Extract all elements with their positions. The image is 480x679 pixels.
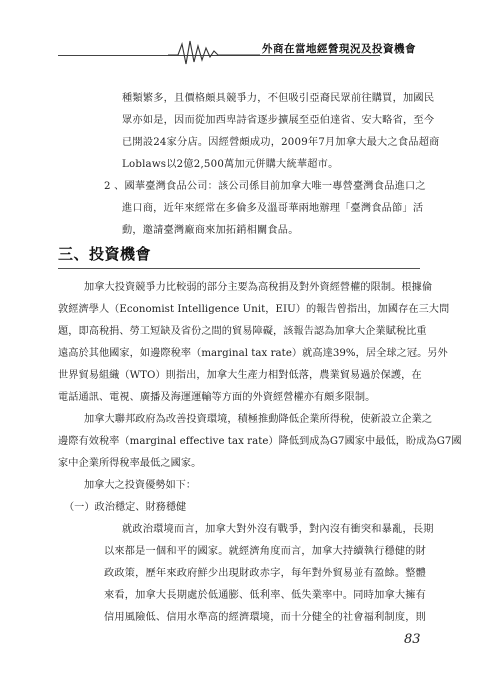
header-wave-ornament <box>168 38 260 66</box>
text-line: 2 、國華臺灣食品公司：該公司係目前加拿大唯一專營臺灣食品進口之 <box>104 181 426 192</box>
text-line: 加拿大聯邦政府為改善投資環境，積極推動降低企業所得稅，使新設立企業之 <box>84 414 433 425</box>
text-line: （一）政治穩定、財務穩健 <box>64 502 187 513</box>
text-line: 已開設24家分店。因經營頗成功，2009年7月加拿大最大之食品超商 <box>122 137 440 148</box>
paragraph-advantages-intro <box>84 475 196 497</box>
text-line: 來看，加拿大長期處於低通膨、低利率、低失業率中。同時加拿大擁有 <box>104 590 427 601</box>
text-line: 電話通訊、電視、廣播及海運運輸等方面的外資經營權亦有頗多限制。 <box>58 392 376 403</box>
text-line: 邊際有效稅率（marginal effective tax rate）降低到成為G7國家中最低，盼成為G7國 <box>58 436 462 447</box>
section-heading: 三、投資機會 <box>58 245 152 263</box>
text-line: 信用風險低、信用水準高的經濟環境，而十分健全的社會福利制度，則 <box>104 612 427 623</box>
paragraph-continuation <box>122 88 440 176</box>
text-line: 政政策，歷年來政府鮮少出現財政赤字，每年對外貿易並有盈餘。整體 <box>104 568 427 579</box>
paragraph-tax-reform <box>58 409 462 475</box>
header-title: 外商在當地經營現況及投資機會 <box>262 43 416 55</box>
text-line: 動，邀請臺灣廠商來加拓銷相關食品。 <box>122 225 299 236</box>
page-number: 83 <box>404 632 421 647</box>
subheading-political-stability <box>64 497 186 519</box>
text-line: 以來都是一個和平的國家。就經濟角度而言，加拿大持續執行穩健的財 <box>104 546 427 557</box>
text-line: 遠高於其他國家，如邊際稅率（marginal tax rate）就高達39%，居全球之冠。另外 <box>58 348 448 359</box>
section-rule <box>58 268 420 269</box>
text-line: 加拿大之投資優勢如下： <box>84 480 197 491</box>
text-line: Loblaws以2億2,500萬加元併購大統華超市。 <box>122 159 339 170</box>
paragraph-investment-competitiveness <box>58 277 449 409</box>
text-line: 種類繁多，且價格頗具競爭力，不但吸引亞裔民眾前往購買，加國民 <box>122 93 435 104</box>
text-line: 敦經濟學人（Economist Intelligence Unit，EIU）的報告曾指出，加國存在三大問 <box>58 304 450 315</box>
list-item-2 <box>104 176 426 242</box>
paragraph-political-economic <box>104 519 434 629</box>
text-line: 就政治環境而言，加拿大對外沒有戰爭，對內沒有衝突和暴亂，長期 <box>122 524 434 535</box>
text-line: 世界貿易組織（WTO）則指出，加拿大生產力相對低落，農業貿易過於保護，在 <box>58 370 422 381</box>
text-line: 題，即高稅捐、勞工短缺及省份之間的貿易障礙，該報告認為加拿大企業賦稅比重 <box>58 326 427 337</box>
text-line: 眾亦如是，因而從加西卑詩省逐步擴展至亞伯達省、安大略省，至今 <box>122 115 435 126</box>
text-line: 加拿大投資競爭力比較弱的部分主要為高稅捐及對外資經營權的限制。根據倫 <box>84 282 433 293</box>
running-header <box>0 0 480 70</box>
text-line: 家中企業所得稅率最低之國家。 <box>58 458 202 469</box>
text-line: 進口商，近年來經常在多倫多及溫哥華兩地辦理「臺灣食品節」活 <box>122 203 424 214</box>
